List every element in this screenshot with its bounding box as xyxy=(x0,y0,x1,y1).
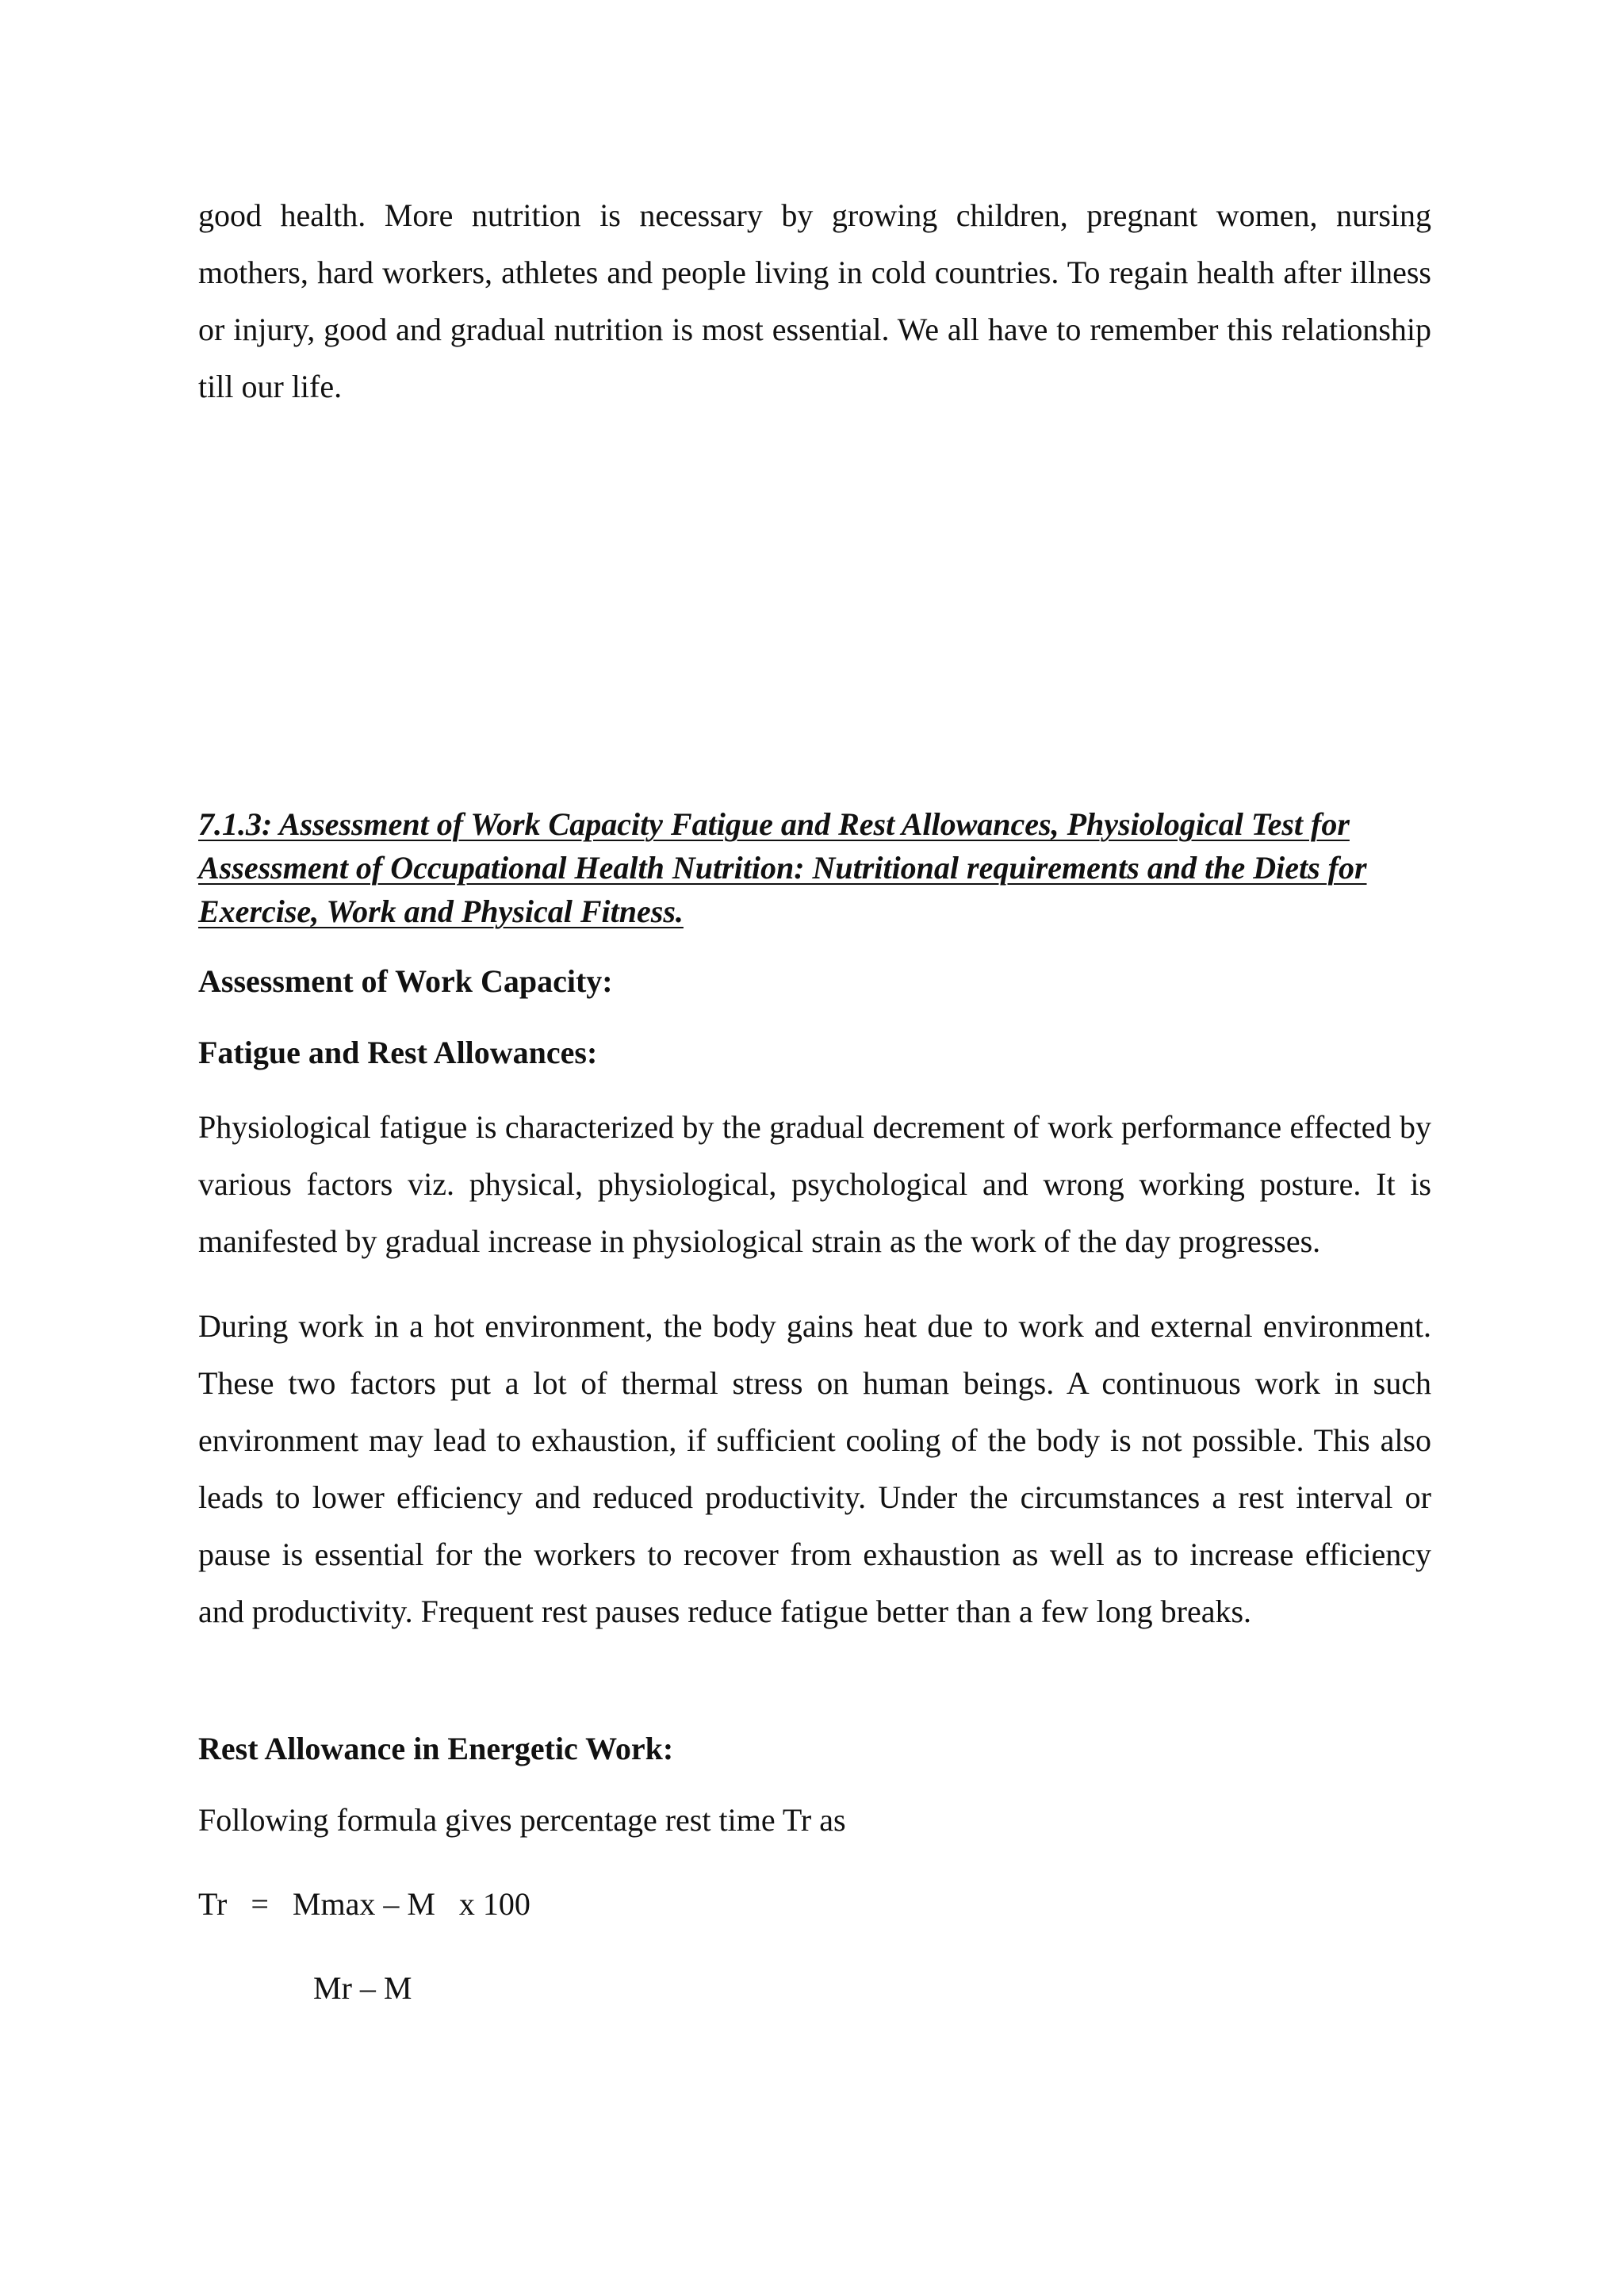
paragraph-fatigue: Physiological fatigue is characterized by the gradual decrement of work performance effected by various factors viz. physical, physiological, psychological and wrong working posture. It is manifested by gradual increase in physiological strain as the work of the day progresses. xyxy=(198,1109,1431,1259)
paragraph-hot-environment: During work in a hot environment, the body gains heat due to work and external environment. These two factors put a lot of thermal stress on human beings. A continuous work in such environment may lead to exhaustion, if sufficient cooling of the body is not possible. This also leads to lower efficiency and reduced productivity. Under the circumstances a rest interval or pause is essential for the workers to recover from exhaustion as well as to increase efficiency and productivity. Frequent rest pauses reduce fatigue better than a few long breaks. xyxy=(198,1308,1431,1629)
formula-denominator: Mr – M xyxy=(313,1970,412,2006)
heading-fatigue-rest: Fatigue and Rest Allowances: xyxy=(198,1035,598,1070)
formula-intro: Following formula gives percentage rest time Tr as xyxy=(198,1802,846,1838)
section-title: 7.1.3: Assessment of Work Capacity Fatigue and Rest Allowances, Physiological Test for Assessment of Occupational Health Nutrition: Nutritional requirements and the Diets for Exercise, Work and Physical Fitness. xyxy=(198,806,1367,929)
formula-numerator-line: Tr = Mmax – M x 100 xyxy=(198,1886,530,1922)
heading-work-capacity: Assessment of Work Capacity: xyxy=(198,963,613,999)
heading-rest-energetic-work: Rest Allowance in Energetic Work: xyxy=(198,1731,674,1766)
intro-paragraph: good health. More nutrition is necessary by growing children, pregnant women, nursing mothers, hard workers, athletes and people living in cold countries. To regain health after illness or injury, good and gradual nutrition is most essential. We all have to remember this relationship till our life. xyxy=(198,197,1431,404)
